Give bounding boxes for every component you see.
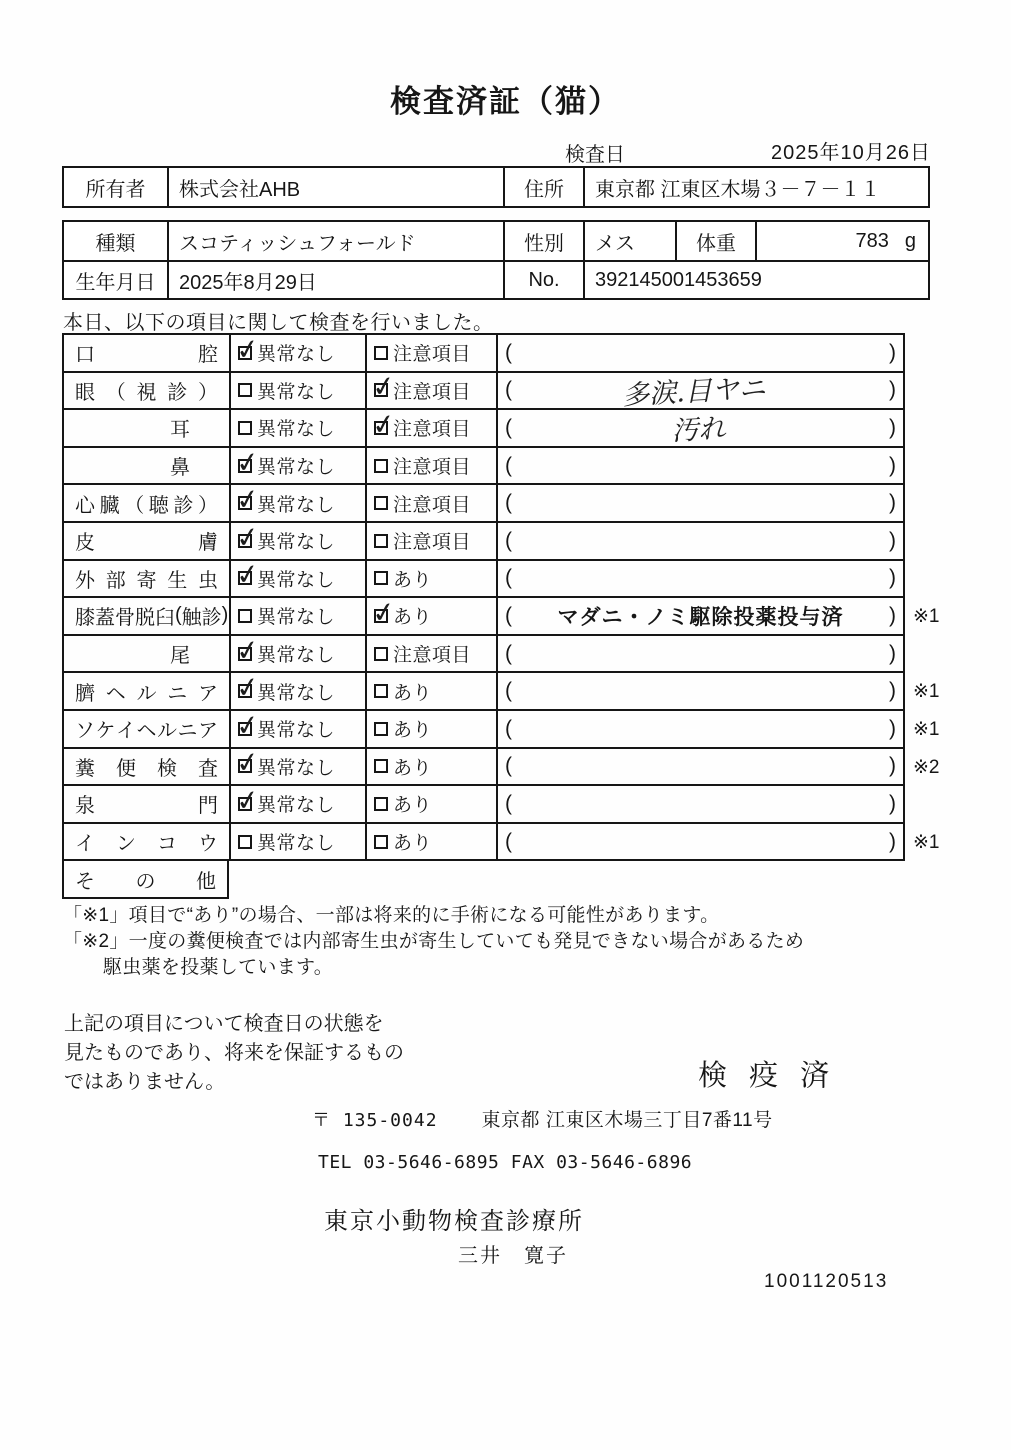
exam-note-cell (496, 711, 905, 749)
exam-opt2-cell (365, 636, 496, 674)
checkbox-checked-icon (238, 346, 252, 360)
exam-row (62, 861, 905, 899)
item-char: 鼻 (170, 457, 190, 480)
checkbox-checked-icon (238, 571, 252, 585)
disclaimer-line-2: 見たものであり、将来を保証するもの (64, 1042, 404, 1064)
item-char: 触 (181, 607, 202, 630)
exam-note-cell (496, 373, 905, 411)
exam-opt1-label: 異常なし (257, 569, 336, 591)
paren-close: ) (889, 641, 896, 665)
item-char: 口 (75, 344, 95, 367)
exam-opt2-cell (365, 598, 496, 636)
pet-row-1 (64, 222, 928, 260)
exam-row (62, 636, 905, 674)
item-char: 虫 (198, 569, 218, 592)
exam-item-label (62, 448, 229, 486)
exam-opt1-label: 異常なし (257, 645, 336, 667)
breed-label: 種類 (95, 232, 136, 255)
exam-row (62, 749, 940, 787)
exam-opt1-cell (229, 786, 365, 824)
footnote-mark: ※1 (913, 718, 940, 740)
disclaimer-block (64, 1010, 404, 1097)
item-char: 臍 (75, 682, 95, 705)
paren-close: ) (889, 340, 896, 364)
item-char: ケ (95, 720, 116, 743)
exam-opt1-cell (229, 673, 365, 711)
exam-item-label (62, 786, 229, 824)
exam-row (62, 786, 905, 824)
exam-item-label (62, 598, 229, 636)
item-char: の (135, 870, 156, 893)
paren-open: ( (505, 641, 512, 665)
checkbox-empty-icon (238, 421, 252, 435)
exam-opt2-label: あり (393, 757, 433, 779)
exam-opt2-label: 注意項目 (393, 381, 472, 403)
sex-label: 性別 (503, 222, 583, 260)
exam-row (62, 598, 940, 636)
exam-opt1-cell (229, 523, 365, 561)
paren-open: ( (505, 566, 512, 590)
quarantine-passed-stamp: 検 疫 済 (698, 1060, 837, 1092)
exam-row (62, 335, 905, 373)
weight-unit: g (904, 229, 916, 252)
exam-opt1-label: 異常なし (257, 720, 336, 742)
exam-opt2-label: あり (393, 795, 433, 817)
paren-close: ) (889, 453, 896, 477)
checkbox-checked-icon (238, 647, 252, 661)
paren-open: ( (505, 791, 512, 815)
checkbox-empty-icon (374, 835, 388, 849)
page-title: 検査済証（猫） (390, 84, 621, 119)
exam-item-label (62, 373, 229, 411)
disclaimer-line-1: 上記の項目について検査日の状態を (64, 1013, 384, 1035)
exam-opt2-cell (365, 673, 496, 711)
owner-value: 株式会社AHB (167, 168, 503, 206)
paren-close: ) (889, 754, 896, 778)
exam-note-cell (496, 448, 905, 486)
footnote-mark: ※1 (913, 831, 940, 853)
exam-opt1-label: 異常なし (257, 381, 336, 403)
item-char: 視 (136, 381, 157, 404)
weight-value: 783 (855, 229, 889, 252)
exam-opt1-label: 異常なし (257, 532, 336, 554)
exam-note-cell (496, 786, 905, 824)
checkbox-empty-icon (238, 609, 252, 623)
item-char: ル (157, 720, 177, 743)
exam-item-label (62, 861, 229, 899)
exam-opt2-cell (365, 749, 496, 787)
footnote-2: 「※2」一度の糞便検査では内部寄生虫が寄生していても発見できない場合があるため (63, 931, 805, 952)
checkbox-empty-icon (374, 797, 388, 811)
exam-note-cell (496, 749, 905, 787)
footnote-mark: ※1 (913, 681, 940, 703)
paren-open: ( (505, 340, 512, 364)
exam-opt2-cell (365, 711, 496, 749)
item-char: 聴 (148, 494, 169, 517)
paren-close: ) (889, 491, 896, 515)
document-number: 1001120513 (764, 1271, 889, 1292)
item-char: 診 (173, 494, 194, 517)
item-char: ソ (75, 720, 95, 743)
checkbox-checked-icon (238, 496, 252, 510)
exam-table (62, 333, 940, 899)
exam-opt1-cell (229, 448, 365, 486)
exam-opt2-cell (365, 824, 496, 862)
sex-value: メス (583, 222, 675, 260)
item-char: そ (75, 870, 95, 893)
footnote-2-continued: 駆虫薬を投薬しています。 (103, 957, 334, 978)
exam-item-label (62, 749, 229, 787)
item-char: イ (116, 720, 136, 743)
exam-opt2-label: 注意項目 (393, 494, 472, 516)
checkbox-empty-icon (374, 534, 388, 548)
exam-row (62, 523, 905, 561)
exam-opt2-label: あり (393, 607, 433, 629)
exam-opt2-cell (365, 373, 496, 411)
exam-opt1-cell (229, 598, 365, 636)
checkbox-checked-icon (238, 759, 252, 773)
item-char: （ (105, 381, 126, 404)
exam-item-label (62, 673, 229, 711)
checkbox-checked-icon (238, 722, 252, 736)
paren-close: ) (889, 791, 896, 815)
item-char: 生 (167, 569, 188, 592)
paren-open: ( (505, 829, 512, 853)
checkbox-empty-icon (238, 383, 252, 397)
paren-open: ( (505, 679, 512, 703)
item-char: 耳 (170, 419, 190, 442)
exam-note-cell (496, 485, 905, 523)
paren-open: ( (505, 415, 512, 439)
exam-opt1-label: 異常なし (257, 833, 336, 855)
exam-opt2-cell (365, 448, 496, 486)
item-char: 脱 (135, 607, 155, 630)
exam-note-cell (496, 673, 905, 711)
item-char: 部 (105, 569, 126, 592)
exam-item-label (62, 561, 229, 599)
exam-opt2-cell (365, 335, 496, 373)
exam-opt1-label: 異常なし (257, 344, 336, 366)
checkbox-empty-icon (374, 647, 388, 661)
item-char: 膝 (75, 607, 95, 630)
inspection-date-label: 検査日 (565, 144, 625, 166)
checkbox-empty-icon (374, 459, 388, 473)
paren-close: ) (889, 716, 896, 740)
item-char: 蓋 (95, 607, 115, 630)
exam-item-label (62, 335, 229, 373)
item-char: （ (124, 494, 145, 517)
checkbox-checked-icon (374, 609, 388, 623)
exam-note-cell (496, 335, 905, 373)
exam-opt1-cell (229, 749, 365, 787)
paren-close: ) (889, 415, 896, 439)
paren-open: ( (505, 378, 512, 402)
exam-opt2-label: あり (393, 682, 433, 704)
address-label: 住所 (503, 168, 583, 206)
item-char: 眼 (75, 381, 95, 404)
item-char: ア (198, 720, 218, 743)
checkbox-checked-icon (374, 421, 388, 435)
address-value: 東京都 江東区木場３－７－１１ (583, 168, 928, 206)
exam-row (62, 448, 905, 486)
exam-note-cell (496, 598, 905, 636)
paren-open: ( (505, 453, 512, 477)
item-char: 外 (75, 569, 95, 592)
checkbox-empty-icon (374, 571, 388, 585)
exam-row (62, 410, 905, 448)
exam-opt2-cell (365, 410, 496, 448)
exam-item-label (62, 485, 229, 523)
exam-opt1-cell (229, 485, 365, 523)
checkbox-checked-icon (238, 797, 252, 811)
owner-table (62, 166, 930, 208)
item-char: 臼 (155, 607, 175, 630)
footnotes-block (63, 903, 804, 981)
exam-opt2-cell (365, 561, 496, 599)
exam-row (62, 673, 940, 711)
exam-opt1-cell (229, 636, 365, 674)
exam-row (62, 485, 905, 523)
item-char: ニ (177, 720, 198, 743)
exam-opt1-cell (229, 410, 365, 448)
exam-opt2-cell (365, 786, 496, 824)
item-char: 臓 (99, 494, 120, 517)
checkbox-empty-icon (374, 346, 388, 360)
exam-opt2-label: 注意項目 (393, 457, 472, 479)
exam-item-label (62, 636, 229, 674)
item-char: 診 (201, 607, 222, 630)
exam-opt2-label: あり (393, 720, 433, 742)
item-char: ( (175, 604, 182, 627)
exam-item-label (62, 824, 229, 862)
checkbox-checked-icon (238, 684, 252, 698)
exam-opt1-label: 異常なし (257, 795, 336, 817)
clinic-tel-fax: TEL 03-5646-6895 FAX 03-5646-6896 (318, 1152, 693, 1173)
clinic-postal-code: 〒 135-0042 (312, 1110, 438, 1131)
exam-opt2-cell (365, 485, 496, 523)
item-char: ン (116, 833, 136, 856)
item-char: ウ (198, 833, 218, 856)
checkbox-checked-icon (238, 459, 252, 473)
paren-open: ( (505, 754, 512, 778)
item-char: 便 (116, 757, 136, 780)
item-char: 寄 (136, 569, 157, 592)
item-char: ) (221, 604, 229, 627)
item-char: ニ (167, 682, 188, 705)
exam-note-cell (496, 636, 905, 674)
exam-opt1-label: 異常なし (257, 757, 336, 779)
footnote-1: 「※1」項目で“あり”の場合、一部は将来的に手術になる可能性があります。 (63, 905, 720, 926)
checkbox-empty-icon (374, 684, 388, 698)
exam-note-cell (496, 410, 905, 448)
intro-text: 本日、以下の項目に関して検査を行いました。 (63, 312, 494, 334)
paren-open: ( (505, 491, 512, 515)
checkbox-empty-icon (374, 722, 388, 736)
exam-opt2-label: あり (393, 833, 433, 855)
checkbox-empty-icon (374, 496, 388, 510)
exam-opt1-label: 異常なし (257, 494, 336, 516)
exam-note-cell (496, 824, 905, 862)
checkbox-checked-icon (238, 534, 252, 548)
item-char: ヘ (136, 720, 157, 743)
item-char: 骨 (115, 607, 135, 630)
exam-item-label (62, 523, 229, 561)
exam-opt2-label: 注意項目 (393, 645, 472, 667)
clinic-address-line (312, 1105, 773, 1132)
exam-opt2-label: 注意項目 (393, 344, 472, 366)
printed-note: マダニ・ノミ駆除投薬投与済 (557, 605, 844, 629)
item-char: 膚 (198, 532, 218, 555)
paren-close: ) (889, 566, 896, 590)
item-char: 検 (157, 757, 177, 780)
veterinarian-name: 三井 寛子 (458, 1245, 568, 1267)
paren-close: ) (889, 829, 896, 853)
item-char: 門 (198, 795, 218, 818)
no-label: No. (503, 262, 583, 298)
item-char: ア (198, 682, 218, 705)
weight-label: 体重 (675, 222, 755, 260)
paren-open: ( (505, 528, 512, 552)
exam-opt2-cell (365, 523, 496, 561)
exam-row (62, 373, 905, 411)
exam-item-label (62, 711, 229, 749)
owner-label: 所有者 (85, 178, 146, 201)
pet-table (62, 220, 930, 300)
exam-note-cell (496, 561, 905, 599)
item-char: コ (157, 833, 177, 856)
handwritten-note: 多涙.目ヤニ (620, 373, 766, 412)
item-char: 尾 (170, 645, 190, 668)
owner-row (64, 168, 928, 206)
disclaimer-line-3: ではありません。 (64, 1071, 226, 1093)
item-char: 他 (196, 870, 216, 893)
exam-opt1-cell (229, 373, 365, 411)
inspection-date-value: 2025年10月26日 (771, 142, 931, 164)
exam-opt1-cell (229, 335, 365, 373)
item-char: ヘ (105, 682, 126, 705)
exam-opt1-cell (229, 824, 365, 862)
no-value: 392145001453659 (583, 262, 928, 298)
checkbox-empty-icon (374, 759, 388, 773)
item-char: 診 (167, 381, 188, 404)
paren-close: ) (889, 528, 896, 552)
item-char: 皮 (75, 532, 95, 555)
exam-row (62, 824, 940, 862)
exam-opt1-cell (229, 561, 365, 599)
exam-item-label (62, 410, 229, 448)
birthdate-value: 2025年8月29日 (167, 262, 503, 298)
exam-row (62, 561, 905, 599)
exam-opt1-label: 異常なし (257, 607, 336, 629)
exam-opt2-label: 注意項目 (393, 532, 472, 554)
pet-row-2 (64, 260, 928, 298)
paren-open: ( (505, 716, 512, 740)
exam-opt1-label: 異常なし (257, 457, 336, 479)
exam-opt1-label: 異常なし (257, 419, 336, 441)
item-char: 腔 (198, 344, 218, 367)
paren-close: ) (889, 679, 896, 703)
item-char: 泉 (75, 795, 95, 818)
exam-opt1-label: 異常なし (257, 682, 336, 704)
checkbox-checked-icon (374, 383, 388, 397)
handwritten-note: 汚れ (670, 413, 726, 448)
exam-opt2-label: あり (393, 569, 433, 591)
birthdate-label: 生年月日 (75, 271, 156, 294)
item-char: イ (75, 833, 95, 856)
clinic-name: 東京小動物検査診療所 (324, 1208, 584, 1235)
footnote-mark: ※1 (913, 606, 940, 628)
exam-opt1-cell (229, 711, 365, 749)
paren-close: ) (889, 378, 896, 402)
weight-cell (755, 222, 928, 260)
item-char: ） (197, 494, 218, 517)
exam-note-cell (496, 523, 905, 561)
item-char: ル (136, 682, 157, 705)
footnote-mark: ※2 (913, 756, 940, 778)
exam-row (62, 711, 940, 749)
item-char: 心 (75, 494, 95, 517)
paren-close: ) (889, 603, 896, 627)
clinic-street-address: 東京都 江東区木場三丁目7番11号 (481, 1110, 773, 1131)
exam-opt2-label: 注意項目 (393, 419, 472, 441)
checkbox-empty-icon (238, 835, 252, 849)
breed-value: スコティッシュフォールド (167, 222, 503, 260)
item-char: 糞 (75, 757, 95, 780)
item-char: ） (198, 381, 218, 404)
paren-open: ( (505, 603, 512, 627)
item-char: 査 (198, 757, 218, 780)
